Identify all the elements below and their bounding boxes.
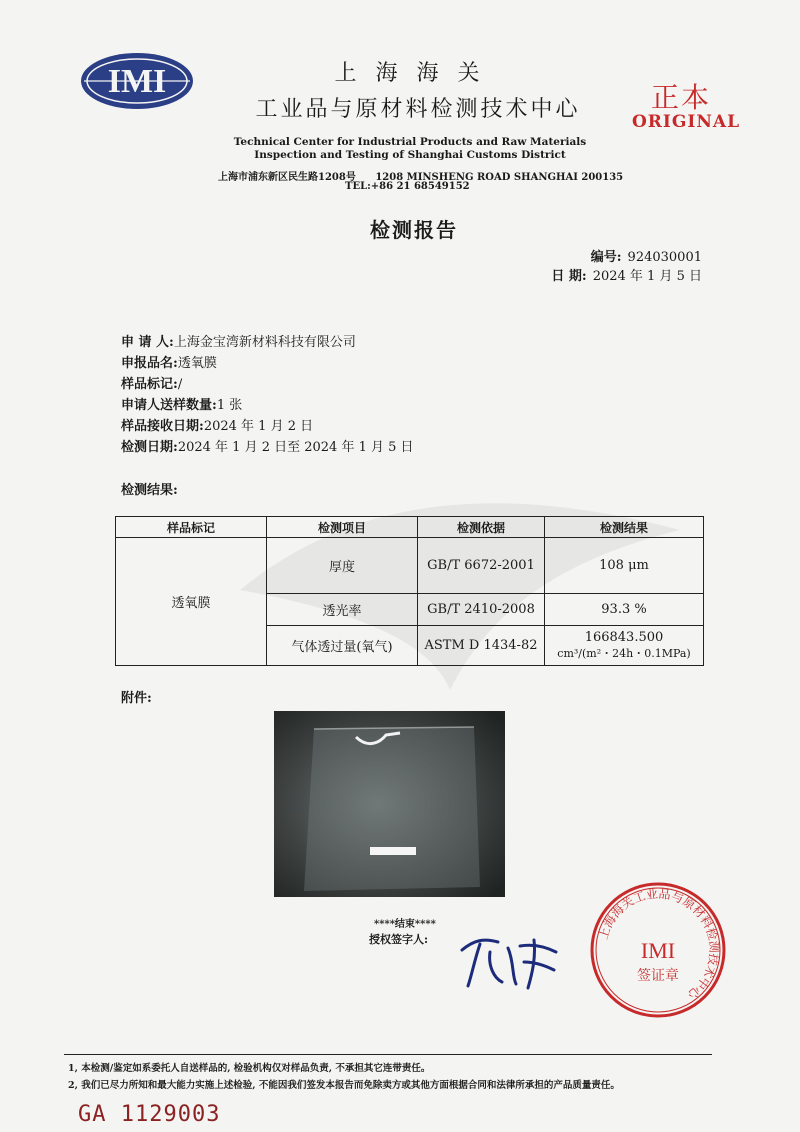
info-row bbox=[121, 437, 414, 458]
signer-label: 授权签字人: bbox=[369, 933, 429, 946]
result-unit: cm³/(m²・24h・0.1MPa) bbox=[557, 647, 691, 660]
report-number-label: 编号: bbox=[590, 250, 622, 265]
info-value: 上海金宝湾新材料科技有限公司 bbox=[173, 335, 356, 350]
telephone: TEL:+86 21 68549152 bbox=[345, 181, 470, 192]
sample-cell: 透氧膜 bbox=[116, 538, 267, 666]
report-date bbox=[551, 265, 702, 284]
info-row bbox=[121, 374, 414, 395]
note-line: 2, 我们已尽力所知和最大能力实施上述检验, 不能因我们签发本报告而免除卖方或其他方面根据合同和法律所承担的产品质量责任。 bbox=[68, 1080, 620, 1091]
result-value: 166843.500 bbox=[584, 630, 664, 645]
result-cell: 108 μm bbox=[545, 538, 704, 594]
report-number bbox=[591, 246, 702, 265]
official-seal bbox=[588, 880, 728, 1020]
info-row bbox=[121, 416, 414, 437]
signature-image bbox=[454, 922, 564, 992]
svg-text:上海海关工业品与原材料检测技术中心: 上海海关工业品与原材料检测技术中心 bbox=[596, 886, 722, 1002]
attachment-heading: 附件: bbox=[121, 691, 152, 706]
info-label: 申报品名: bbox=[121, 356, 178, 371]
table-header-row bbox=[116, 517, 704, 538]
info-value: 1 张 bbox=[216, 398, 243, 413]
note-line: 1, 本检测/鉴定如系委托人自送样品的, 检验机构仅对样品负责, 不承担其它连带责任。 bbox=[68, 1063, 431, 1074]
serial-number: GA 1129003 bbox=[78, 1102, 221, 1127]
center-name-en: Technical Center for Industrial Products and Raw Materials Inspection and Testing of Shanghai Customs District bbox=[233, 136, 587, 161]
result-cell bbox=[545, 626, 704, 666]
sample-photo bbox=[274, 711, 505, 897]
header-method: 检测依据 bbox=[418, 517, 545, 538]
report-date-label: 日 期: bbox=[551, 269, 587, 284]
footer-notes bbox=[68, 1060, 620, 1094]
center-name-cn: 工业品与原材料检测技术中心 bbox=[255, 97, 581, 122]
svg-text:签证章: 签证章 bbox=[637, 968, 679, 984]
customs-name: 上 海 海 关 bbox=[334, 61, 486, 86]
method-cell: ASTM D 1434-82 bbox=[418, 626, 545, 666]
info-row bbox=[121, 332, 414, 353]
svg-text:IMI: IMI bbox=[640, 938, 676, 963]
original-stamp bbox=[632, 81, 741, 132]
header-item: 检测项目 bbox=[267, 517, 418, 538]
info-label: 检测日期: bbox=[121, 440, 178, 455]
report-title: 检测报告 bbox=[370, 218, 458, 242]
end-mark: ****结束**** bbox=[374, 919, 436, 930]
method-cell: GB/T 2410-2008 bbox=[418, 594, 545, 626]
info-value: 2024 年 1 月 2 日至 2024 年 1 月 5 日 bbox=[177, 440, 414, 455]
item-cell: 气体透过量(氧气) bbox=[267, 626, 418, 666]
info-row bbox=[121, 395, 414, 416]
info-label: 申 请 人: bbox=[121, 335, 174, 350]
method-cell: GB/T 6672-2001 bbox=[418, 538, 545, 594]
svg-text:IMI: IMI bbox=[107, 63, 167, 100]
original-stamp-cn: 正本 bbox=[650, 81, 711, 114]
results-heading: 检测结果: bbox=[121, 483, 178, 498]
report-number-value: 924030001 bbox=[627, 250, 702, 265]
original-stamp-en: ORIGINAL bbox=[632, 112, 741, 132]
header-result: 检测结果 bbox=[545, 517, 704, 538]
imi-logo bbox=[78, 50, 196, 112]
address-cn: 上海市浦东新区民生路1208号 bbox=[218, 172, 356, 183]
info-value: / bbox=[177, 377, 183, 392]
result-cell: 93.3 % bbox=[545, 594, 704, 626]
item-cell: 透光率 bbox=[267, 594, 418, 626]
table-row bbox=[116, 538, 704, 594]
header-sample: 样品标记 bbox=[116, 517, 267, 538]
applicant-info bbox=[121, 332, 414, 458]
results-table bbox=[115, 516, 704, 666]
info-value: 透氧膜 bbox=[177, 356, 217, 371]
info-label: 样品接收日期: bbox=[121, 419, 204, 434]
info-label: 样品标记: bbox=[121, 377, 178, 392]
report-date-value: 2024 年 1 月 5 日 bbox=[592, 269, 702, 284]
info-value: 2024 年 1 月 2 日 bbox=[203, 419, 314, 434]
info-row bbox=[121, 353, 414, 374]
footer-divider bbox=[64, 1054, 712, 1055]
info-label: 申请人送样数量: bbox=[121, 398, 217, 413]
item-cell: 厚度 bbox=[267, 538, 418, 594]
address-en: 1208 MINSHENG ROAD SHANGHAI 200135 bbox=[375, 172, 624, 183]
